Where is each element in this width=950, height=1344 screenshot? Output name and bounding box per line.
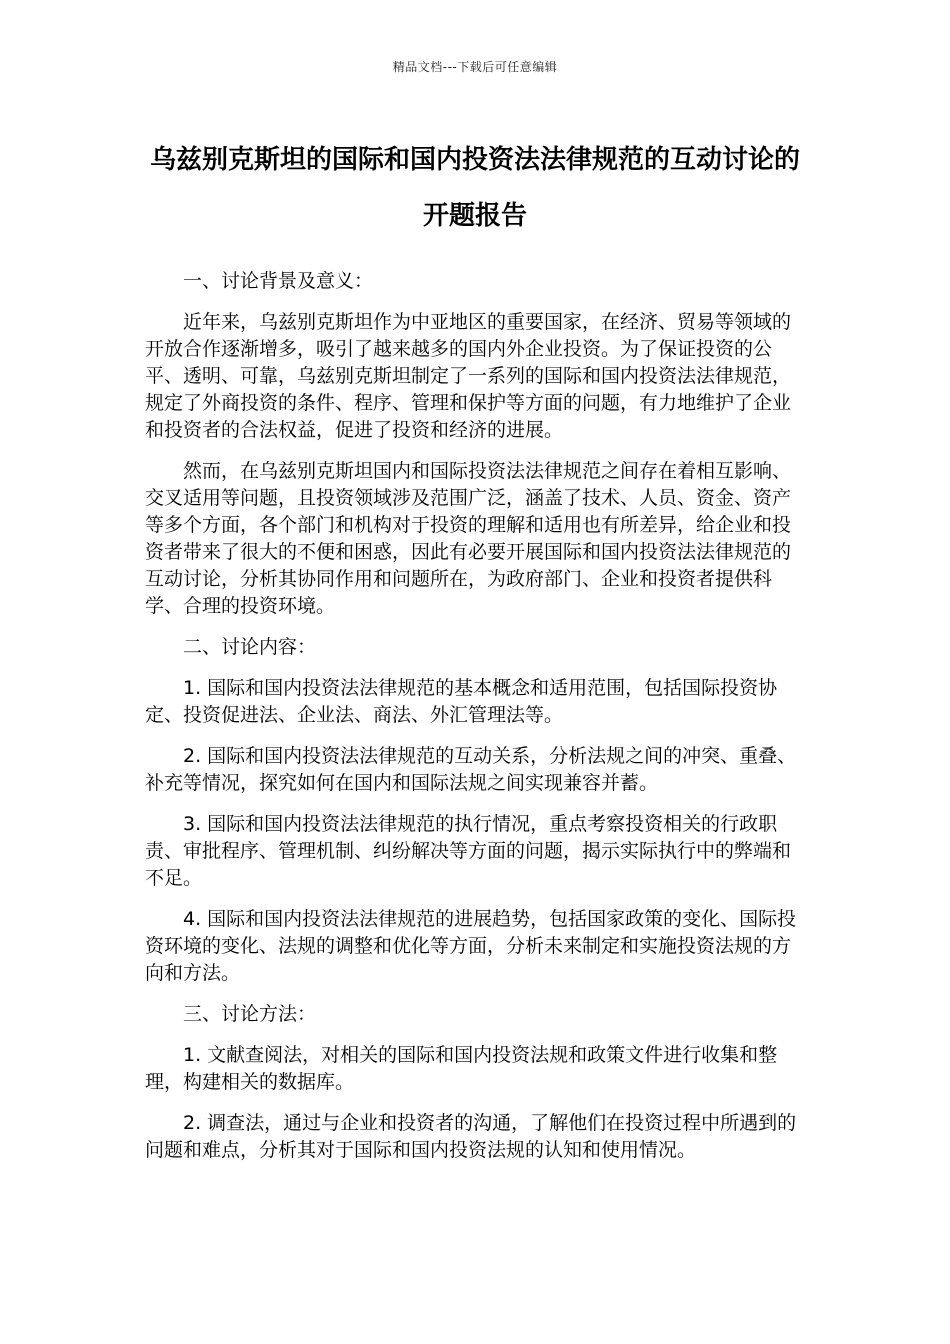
paragraph-background-1: 近年来，乌兹别克斯坦作为中亚地区的重要国家，在经济、贸易等领域的开放合作逐渐增多，吸引了越来越多的国内外企业投资。为了保证投资的公平、透明、可靠，乌兹别克斯坦制定了一系列的国际和国内投资法法律规范，规定了外商投资的条件、程序、管理和保护等方面的问题，有力地维护了企业和投资者的合法权益，促进了投资和经济的进展。 [145, 311, 792, 441]
method-item-2: 2. 调查法，通过与企业和投资者的沟通，了解他们在投资过程中所遇到的问题和难点，分析其对于国际和国内投资法规的认知和使用情况。 [145, 1112, 797, 1161]
paragraph-background-2: 然而，在乌兹别克斯坦国内和国际投资法法律规范之间存在着相互影响、交叉适用等问题，且投资领域涉及范围广泛，涵盖了技术、人员、资金、资产等多个方面，各个部门和机构对于投资的理解和适用也有所差异，给企业和投资者带来了很大的不便和困惑，因此有必要开展国际和国内投资法法律规范的互动讨论，分析其协同作用和问题所在，为政府部门、企业和投资者提供科学、合理的投资环境。 [145, 460, 792, 617]
content-item-3: 3. 国际和国内投资法法律规范的执行情况，重点考察投资相关的行政职责、审批程序、管理机制、纠纷解决等方面的问题，揭示实际执行中的弊端和不足。 [145, 813, 792, 889]
content-item-1: 1. 国际和国内投资法法律规范的基本概念和适用范围，包括国际投资协定、投资促进法、企业法、商法、外汇管理法等。 [145, 677, 778, 726]
content-item-4: 4. 国际和国内投资法法律规范的进展趋势，包括国家政策的变化、国际投资环境的变化、法规的调整和优化等方面，分析未来制定和实施投资法规的方向和方法。 [145, 908, 797, 984]
method-item-1: 1. 文献查阅法，对相关的国际和国内投资法规和政策文件进行收集和整理，构建相关的数据库。 [145, 1044, 778, 1093]
content-item-2: 2. 国际和国内投资法法律规范的互动关系，分析法规之间的冲突、重叠、补充等情况，探究如何在国内和国际法规之间实现兼容并蓄。 [145, 745, 797, 794]
header-note: 精品文档---下载后可任意编辑 [392, 60, 558, 74]
section-heading-background: 一、讨论背景及意义： [183, 270, 374, 292]
section-heading-content: 二、讨论内容： [183, 636, 317, 658]
document-body [145, 268, 807, 1178]
document-title: 乌兹别克斯坦的国际和国内投资法法律规范的互动讨论的开题报告 [149, 145, 800, 231]
section-heading-method: 三、讨论方法： [183, 1003, 317, 1025]
